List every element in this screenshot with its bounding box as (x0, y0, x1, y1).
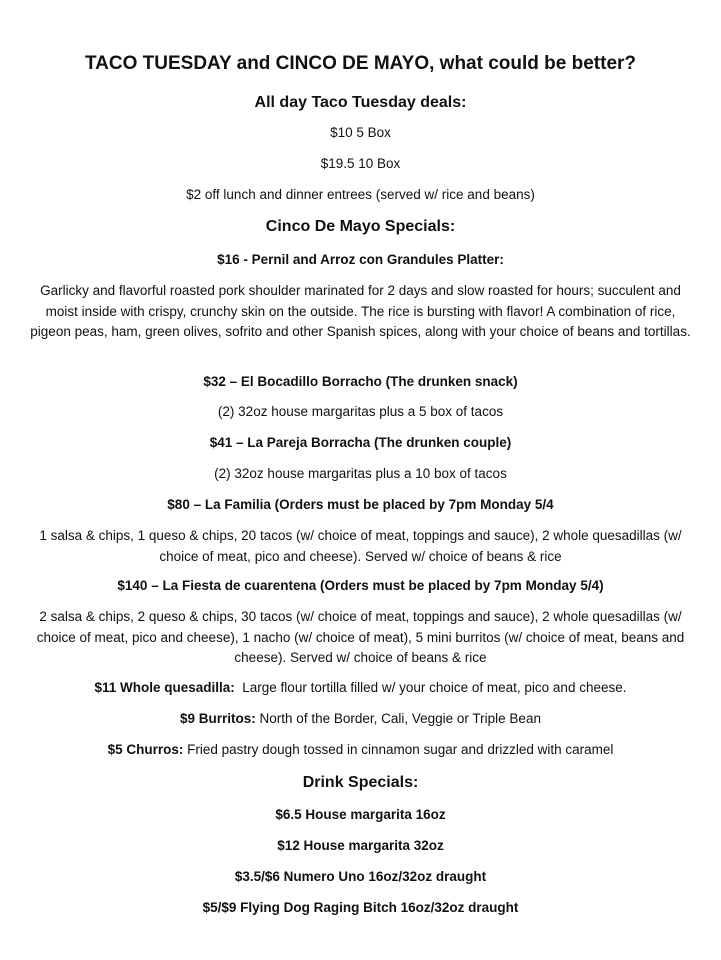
special-familia-desc: 1 salsa & chips, 1 queso & chips, 20 tacos (w/ choice of meat, toppings and sauce), 2 whole quesadillas (w/ choice of meat, pico and cheese). Served w/ choice of beans & rice (39, 528, 682, 564)
drink-margarita-16: $6.5 House margarita 16oz (275, 807, 446, 822)
extra-churros-text: Fried pastry dough tossed in cinnamon sugar and drizzled with caramel (183, 742, 614, 757)
extra-churros-label: $5 Churros: (107, 742, 184, 757)
special-familia-title: $80 – La Familia (Orders must be placed by 7pm Monday 5/4 (167, 497, 554, 512)
special-bocadillo-desc: (2) 32oz house margaritas plus a 5 box of tacos (217, 404, 504, 419)
special-bocadillo-title: $32 – El Bocadillo Borracho (The drunken snack) (203, 374, 518, 389)
special-pareja-title: $41 – La Pareja Borracha (The drunken couple) (209, 435, 512, 450)
extra-churros (0, 741, 721, 759)
page-title: TACO TUESDAY and CINCO DE MAYO, what could be better? (84, 53, 637, 74)
extra-quesadilla-text: Large flour tortilla filled w/ your choice of meat, pico and cheese. (234, 680, 627, 695)
special-pernil-desc: Garlicky and flavorful roasted pork shoulder marinated for 2 days and slow roasted for hours; succulent and moist inside with crispy, crunchy skin on the outside. The rice is bursting with flavor! A combination of rice, pigeon peas, ham, green olives, sofrito and other Spanish spices, along with your choice of beans and tortillas. (30, 283, 691, 339)
extra-burritos-text: North of the Border, Cali, Veggie or Triple Bean (255, 711, 541, 726)
drink-numero-uno: $3.5/$6 Numero Uno 16oz/32oz draught (234, 869, 487, 884)
extra-quesadilla-label: $11 Whole quesadilla: (94, 680, 235, 695)
deal-10-box: $19.5 10 Box (320, 156, 401, 171)
deal-5-box: $10 5 Box (330, 125, 391, 140)
special-pernil-title: $16 - Pernil and Arroz con Grandules Platter: (217, 252, 504, 267)
drink-margarita-32: $12 House margarita 32oz (277, 838, 444, 853)
extra-quesadilla (0, 679, 721, 697)
special-fiesta-title: $140 – La Fiesta de cuarentena (Orders must be placed by 7pm Monday 5/4) (117, 578, 604, 593)
extra-burritos (0, 710, 721, 728)
deal-entrees: $2 off lunch and dinner entrees (served w/ rice and beans) (186, 187, 535, 202)
extra-burritos-label: $9 Burritos: (180, 711, 256, 726)
special-fiesta-desc: 2 salsa & chips, 2 queso & chips, 30 tacos (w/ choice of meat, toppings and sauce), 2 whole quesadillas (w/ choice of meat, pico and cheese), 1 nacho (w/ choice of meat), 5 mini burritos (w/ choice of meat, beans and cheese). Served w/ choice of beans & rice (36, 609, 685, 665)
cinco-heading: Cinco De Mayo Specials: (265, 218, 456, 235)
drink-flying-dog: $5/$9 Flying Dog Raging Bitch 16oz/32oz draught (202, 900, 519, 915)
special-pareja-desc: (2) 32oz house margaritas plus a 10 box of tacos (214, 466, 507, 481)
taco-tuesday-heading: All day Taco Tuesday deals: (254, 94, 467, 111)
drinks-heading: Drink Specials: (302, 774, 419, 791)
